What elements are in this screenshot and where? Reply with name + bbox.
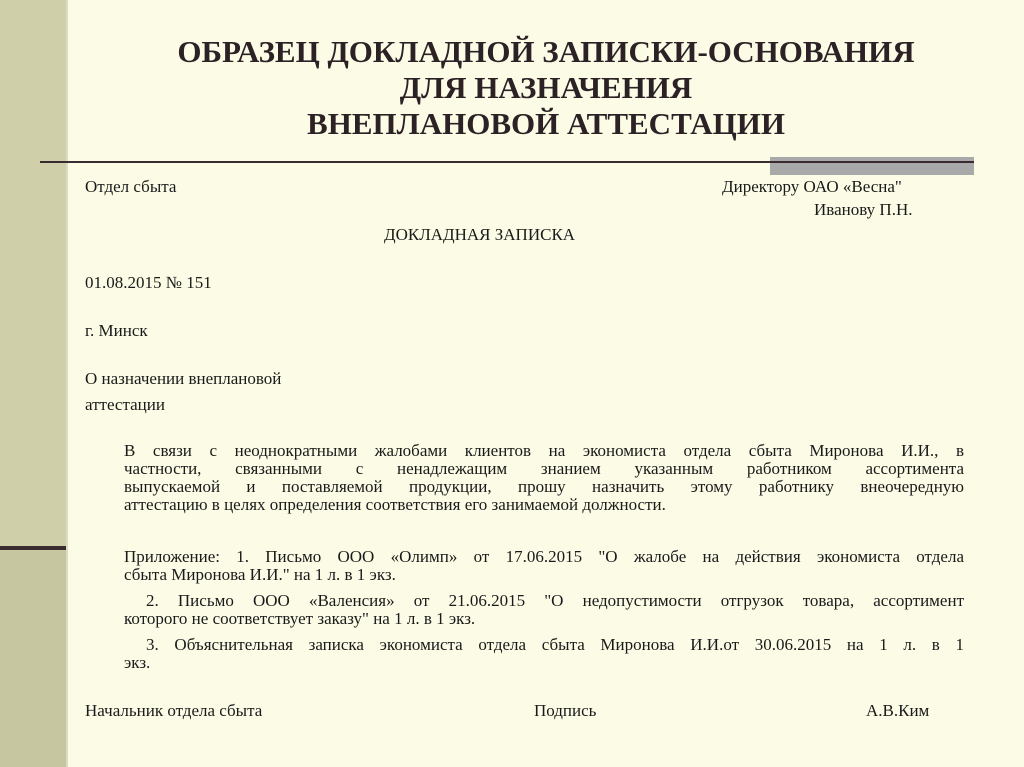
attachment-3-line-2: экз. xyxy=(124,653,151,672)
subject-line-2: аттестации xyxy=(85,395,165,414)
signer-name: А.В.Ким xyxy=(866,701,930,720)
title-line-2: ДЛЯ НАЗНАЧЕНИЯ xyxy=(399,70,693,105)
city: г. Минск xyxy=(85,321,148,340)
attachment-1-line-1: Приложение: 1. Письмо ООО «Олимп» от 17.06.2015 "О жалобе на действия экономиста отдела xyxy=(124,547,964,566)
body-line-1: В связи с неоднократными жалобами клиентов на экономиста отдела сбыта Миронова И.И., в xyxy=(124,441,964,460)
attachment-2-line-2: которого не соответствует заказу" на 1 л. в 1 экз. xyxy=(124,609,476,628)
attachment-3-rest xyxy=(124,654,964,672)
body-line-2: частности, связанными с ненадлежащим знанием указанным работником ассортимента xyxy=(124,459,964,478)
attachment-3-line-1: 3. Объяснительная записка экономиста отдела сбыта Миронова И.И.от 30.06.2015 на 1 л. в 1 xyxy=(146,635,964,654)
subject-line-1: О назначении внеплановой xyxy=(85,369,282,388)
title-accent-bar xyxy=(770,157,974,175)
attachment-1-line-2: сбыта Миронова И.И." на 1 л. в 1 экз. xyxy=(124,565,396,584)
body-paragraph-cont xyxy=(124,460,964,514)
body-paragraph xyxy=(124,442,964,460)
body-line-3: выпускаемой и поставляемой продукции, прошу назначить этому работнику внеочередную xyxy=(124,477,964,496)
signer-position: Начальник отдела сбыта xyxy=(85,701,263,720)
attachment-2-first xyxy=(146,592,964,610)
document-type-heading: ДОКЛАДНАЯ ЗАПИСКА xyxy=(384,225,576,244)
side-bar-top xyxy=(0,0,66,546)
title-line-3: ВНЕПЛАНОВОЙ АТТЕСТАЦИИ xyxy=(307,106,785,141)
date-and-number: 01.08.2015 № 151 xyxy=(85,273,212,292)
attachment-3-first xyxy=(146,636,964,654)
attachment-1 xyxy=(124,548,964,584)
department-label: Отдел сбыта xyxy=(85,177,177,196)
attachment-2-line-1: 2. Письмо ООО «Валенсия» от 21.06.2015 "О недопустимости отгрузок товара, ассортимент xyxy=(146,591,964,610)
addressee-line-2: Иванову П.Н. xyxy=(814,200,913,219)
attachment-2-rest xyxy=(124,610,964,628)
slide-title xyxy=(68,34,1024,142)
title-line-1: ОБРАЗЕЦ ДОКЛАДНОЙ ЗАПИСКИ-ОСНОВАНИЯ xyxy=(177,34,915,69)
signature-placeholder: Подпись xyxy=(534,701,597,720)
body-line-4: аттестацию в целях определения соответствия его занимаемой должности. xyxy=(124,495,666,514)
side-decoration-bar xyxy=(0,0,67,767)
addressee-line-1: Директору ОАО «Весна" xyxy=(722,177,902,196)
title-divider xyxy=(40,161,974,163)
side-bar-bottom xyxy=(0,550,66,767)
